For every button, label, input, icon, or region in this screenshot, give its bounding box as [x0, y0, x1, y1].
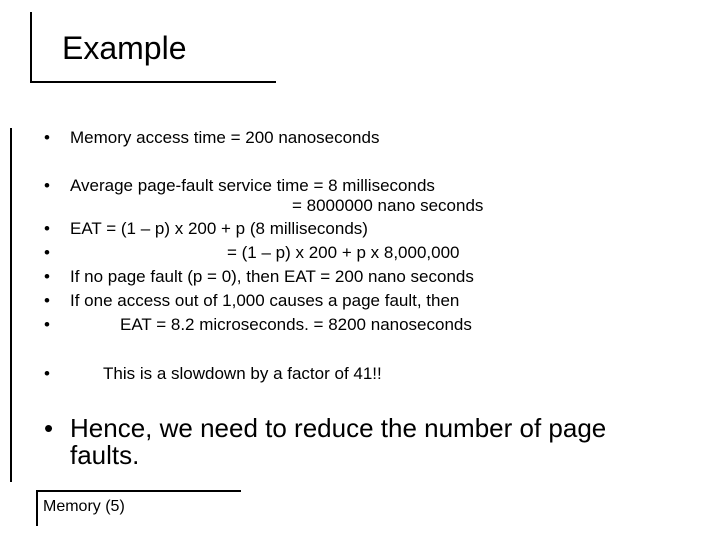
- bullet-item: [44, 241, 460, 265]
- bullet-text: Average page-fault service time = 8 milliseconds: [70, 176, 435, 195]
- conclusion-item: [44, 414, 606, 442]
- bullet-marker: •: [44, 176, 50, 195]
- slide-title: Example: [62, 30, 187, 66]
- bullet-marker: •: [44, 267, 50, 286]
- conclusion-continuation: faults.: [70, 440, 140, 470]
- bullet-marker: •: [44, 219, 50, 238]
- footer-frame-horizontal: [36, 490, 241, 492]
- bullet-item: [44, 289, 459, 313]
- bullet-continuation: = 8000000 nano seconds: [292, 196, 484, 215]
- bullet-text: EAT = (1 – p) x 200 + p (8 milliseconds): [70, 219, 368, 238]
- bullet-item: [44, 265, 474, 289]
- conclusion-text: Hence, we need to reduce the number of page: [70, 413, 607, 443]
- bullet-marker: •: [44, 243, 50, 262]
- bullet-text: EAT = 8.2 microseconds. = 8200 nanoseconds: [120, 315, 472, 334]
- bullet-text: Memory access time = 200 nanoseconds: [70, 128, 380, 147]
- bullet-item: [44, 217, 368, 241]
- bullet-text: = (1 – p) x 200 + p x 8,000,000: [227, 243, 460, 262]
- bullet-marker: •: [44, 291, 50, 310]
- bullet-marker: •: [44, 128, 50, 147]
- bullet-marker: •: [44, 364, 50, 383]
- bullet-text: This is a slowdown by a factor of 41!!: [103, 364, 382, 383]
- bullet-item: [44, 313, 472, 337]
- footer-frame-vertical: [36, 490, 38, 526]
- bullet-item: [44, 362, 382, 386]
- bullet-item: [44, 126, 379, 150]
- title-frame-vertical: [30, 12, 32, 82]
- bullet-text: If no page fault (p = 0), then EAT = 200 nano seconds: [70, 267, 474, 286]
- bullet-marker: •: [44, 315, 50, 334]
- content-left-rule: [10, 128, 12, 482]
- bullet-marker: •: [44, 413, 54, 443]
- title-frame-horizontal: [30, 81, 276, 83]
- slide-footer: Memory (5): [43, 498, 125, 515]
- bullet-text: If one access out of 1,000 causes a page fault, then: [70, 291, 460, 310]
